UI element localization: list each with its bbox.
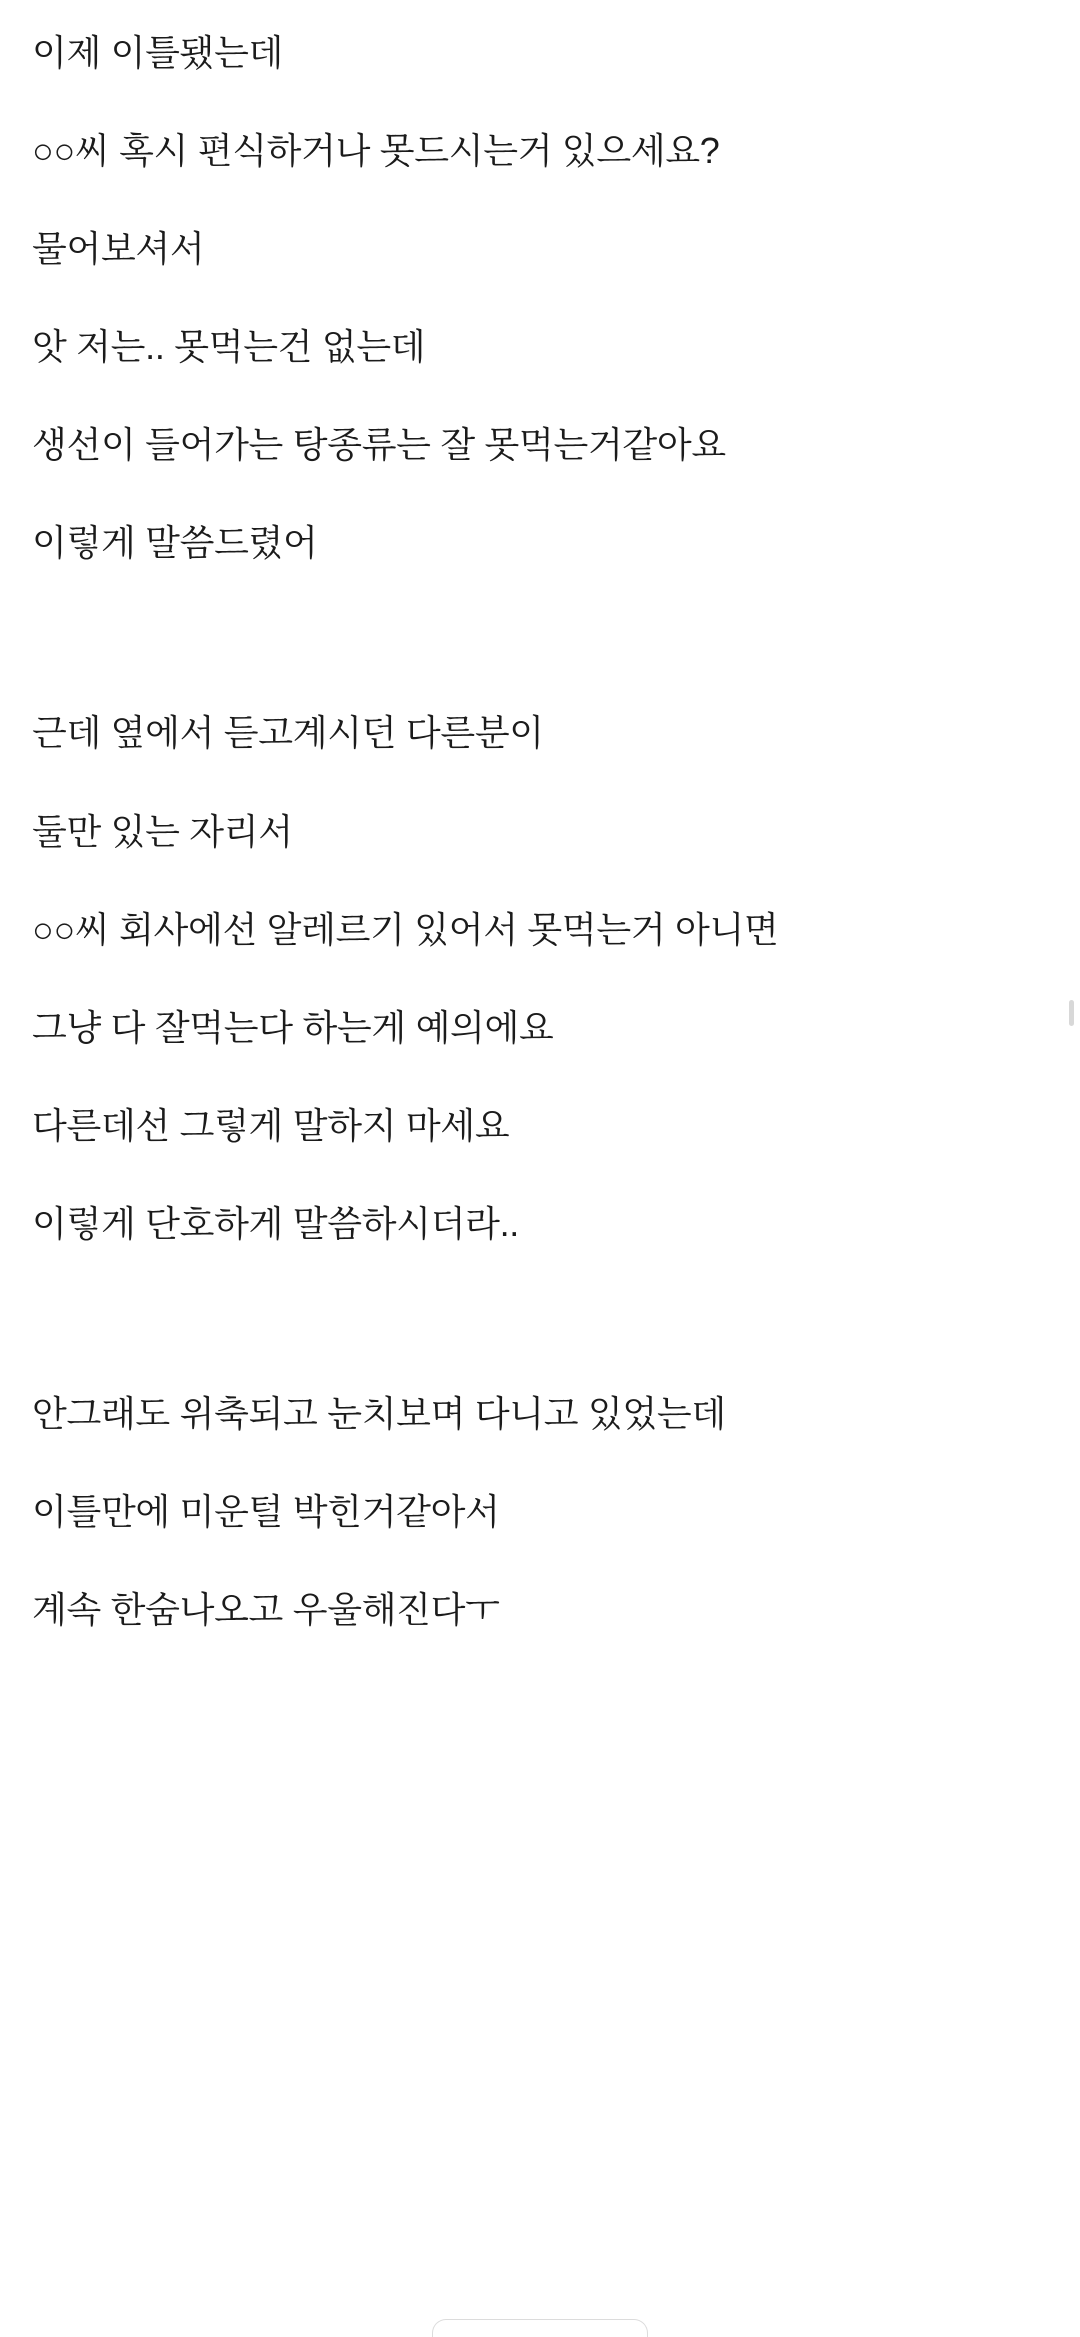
text-line: 이렇게 말씀드렸어 bbox=[32, 522, 318, 564]
text-line: 그냥 다 잘먹는다 하는게 예의에요 bbox=[32, 1006, 554, 1048]
text-line: ○○씨 회사에선 알레르기 있어서 못먹는거 아니면 bbox=[32, 908, 779, 950]
text-line: 계속 한숨나오고 우울해진다ㅜ bbox=[32, 1589, 500, 1631]
paragraph-spacer bbox=[32, 1299, 1048, 1391]
paragraph-spacer bbox=[32, 618, 1048, 710]
text-line: 근데 옆에서 듣고계시던 다른분이 bbox=[32, 712, 544, 754]
text-line: ○○씨 혹시 편식하거나 못드시는거 있으세요? bbox=[32, 130, 720, 172]
text-line: 둘만 있는 자리서 bbox=[32, 810, 293, 852]
text-line: 이렇게 단호하게 말씀하시더라.. bbox=[32, 1202, 519, 1244]
text-line: 생선이 들어가는 탕종류는 잘 못먹는거같아요 bbox=[32, 424, 726, 466]
text-line: 물어보셔서 bbox=[32, 228, 205, 270]
text-line: 이틀만에 미운털 박힌거같아서 bbox=[32, 1491, 500, 1533]
text-line: 앗 저는.. 못먹는건 없는데 bbox=[32, 326, 426, 368]
bottom-sheet-handle[interactable] bbox=[432, 2319, 648, 2337]
vertical-scrollbar[interactable] bbox=[1069, 1000, 1074, 1026]
text-line: 이제 이틀됐는데 bbox=[32, 32, 284, 73]
text-line: 다른데선 그렇게 말하지 마세요 bbox=[32, 1104, 510, 1146]
text-line: 안그래도 위축되고 눈치보며 다니고 있었는데 bbox=[32, 1392, 726, 1434]
